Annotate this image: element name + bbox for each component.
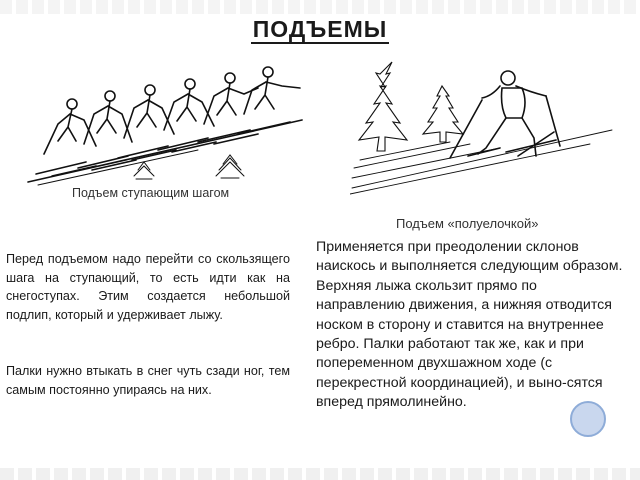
skier-herringbone-climb-icon — [350, 56, 618, 196]
left-figure-caption: Подъем ступающим шагом — [72, 186, 230, 200]
skiers-climbing-slope-icon — [18, 58, 308, 186]
right-paragraph: Применяется при преодолении склонов наискось и выполняется следующим образом. Верхняя лыжа скользит прямо по направлению движения, а нижняя отводится носком в сторону и ставится на внутреннее ребро. Палки работают так же, как и при попеременном двухшажном ходе (с перекрестной координацией), и выно-сятся вперед прямолинейно. — [316, 239, 623, 411]
page-title-text: ПОДЪЕМЫ — [252, 16, 388, 42]
left-paragraph-1: Перед подъемом надо перейти со скользящего шага на ступающий, то есть идти как на снегоступах. Этим создается небольшой подлип, который и удерживает лыжу. — [6, 252, 290, 322]
page-title — [0, 16, 640, 43]
right-figure-caption: Подъем «полуелочкой» — [396, 216, 539, 231]
bottom-decorative-band — [0, 468, 640, 480]
top-decorative-band — [0, 0, 640, 14]
left-paragraph-2: Палки нужно втыкать в снег чуть сзади ног, тем самым постоянно упираясь на них. — [6, 364, 290, 397]
slide-nav-circle-icon[interactable] — [570, 401, 606, 437]
